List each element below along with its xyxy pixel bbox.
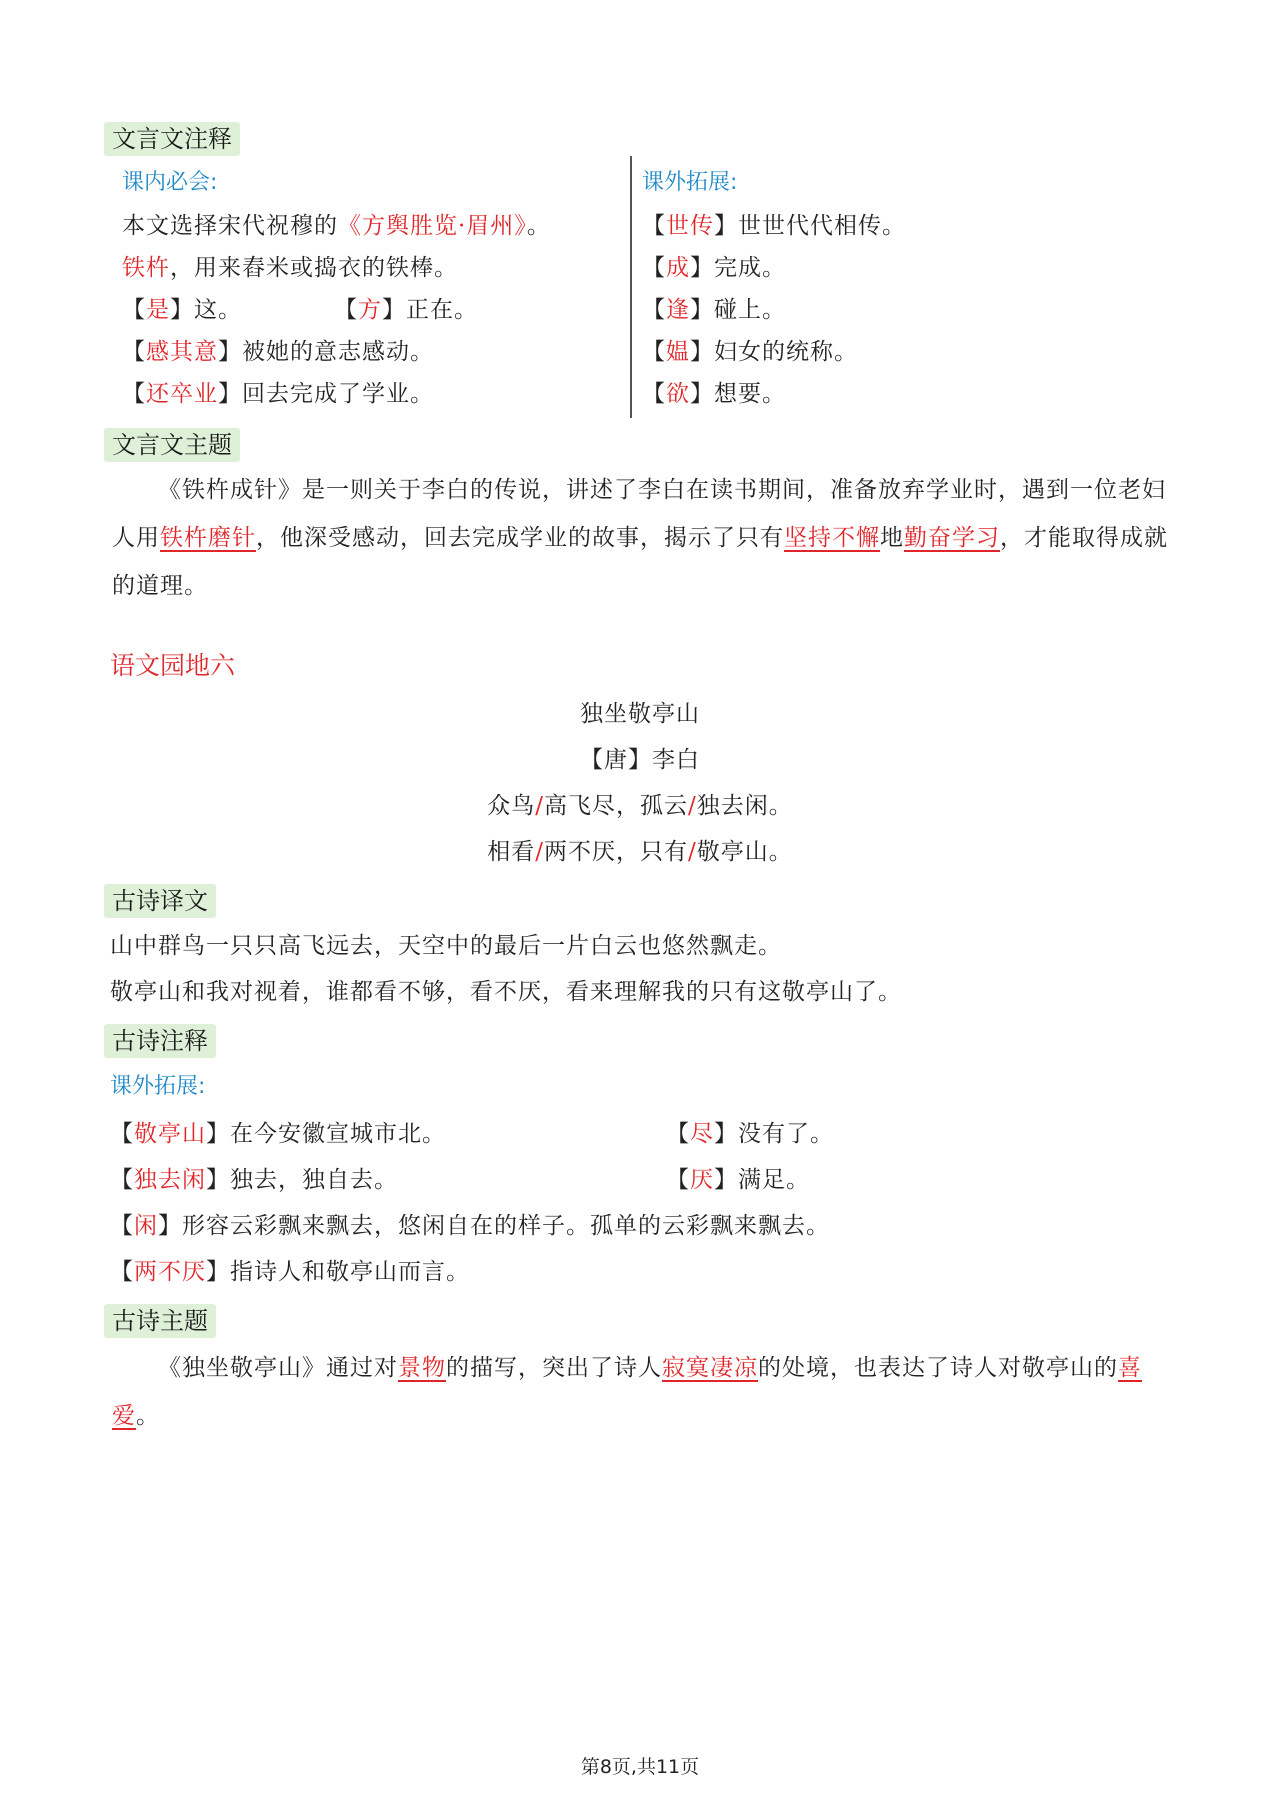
note-line-gan: 【感其意】被她的意志感动。	[122, 339, 434, 365]
ext-line-ao: 【媪】妇女的统称。	[642, 339, 858, 365]
poem-line-2: 相看/两不厌，只有/敬亭山。	[487, 839, 793, 865]
in-class-heading: 课内必会:	[122, 170, 218, 195]
poem-note-jin: 【尽】没有了。	[666, 1121, 834, 1147]
extension-heading: 课外拓展:	[642, 170, 738, 195]
classical-theme-paragraph: 《铁杵成针》是一则关于李白的传说，讲述了李白在读书期间，准备放弃学业时，遇到一位老妇人用铁杵磨针，他深受感动，回去完成学业的故事，揭示了只有坚持不懈地勤奋学习，才能取得成就的道理。	[112, 477, 1168, 599]
section-tag-classical-theme: 文言文主题	[104, 428, 240, 462]
poem-note-duqu: 【独去闲】独去，独自去。	[110, 1167, 398, 1193]
note-line-fang: 【方】正在。	[334, 297, 478, 323]
poem-note-liangbuyan: 【两不厌】指诗人和敬亭山而言。	[110, 1259, 470, 1285]
note-line-source: 本文选择宋代祝穆的《方舆胜览·眉州》。	[122, 213, 551, 239]
poem-theme-paragraph: 《独坐敬亭山》通过对景物的描写，突出了诗人寂寞凄凉的处境，也表达了诗人对敬亭山的喜爱。	[112, 1355, 1142, 1429]
unit-title: 语文园地六	[110, 651, 236, 680]
poem-extension-heading: 课外拓展:	[110, 1074, 206, 1099]
ext-line-feng: 【逢】碰上。	[642, 297, 786, 323]
ext-line-shichuan: 【世传】世世代代相传。	[642, 213, 906, 239]
section-tag-poem-theme: 古诗主题	[104, 1304, 216, 1338]
note-line-shi: 【是】这。	[122, 297, 242, 323]
poem-note-yan: 【厌】满足。	[666, 1167, 810, 1193]
poem-note-xian: 【闲】形容云彩飘来飘去，悠闲自在的样子。孤单的云彩飘来飘去。	[110, 1213, 830, 1239]
section-tag-poem-notes: 古诗注释	[104, 1024, 216, 1058]
translation-line-1: 山中群鸟一只只高飞远去，天空中的最后一片白云也悠然飘走。	[110, 933, 782, 959]
poem-author: 【唐】李白	[580, 747, 700, 773]
column-divider	[630, 156, 632, 418]
ext-line-yu: 【欲】想要。	[642, 381, 786, 407]
translation-line-2: 敬亭山和我对视着，谁都看不够，看不厌，看来理解我的只有这敬亭山了。	[110, 979, 902, 1005]
note-line-tiechu: 铁杵，用来舂米或捣衣的铁棒。	[122, 255, 458, 281]
section-tag-poem-translation: 古诗译文	[104, 884, 216, 918]
section-tag-classical-notes: 文言文注释	[104, 122, 240, 156]
note-line-huan: 【还卒业】回去完成了学业。	[122, 381, 434, 407]
page-number: 第8页,共11页	[580, 1756, 700, 1778]
poem-title: 独坐敬亭山	[580, 701, 700, 727]
poem-line-1: 众鸟/高飞尽，孤云/独去闲。	[487, 793, 793, 819]
poem-note-jingting: 【敬亭山】在今安徽宣城市北。	[110, 1121, 446, 1147]
ext-line-cheng: 【成】完成。	[642, 255, 786, 281]
